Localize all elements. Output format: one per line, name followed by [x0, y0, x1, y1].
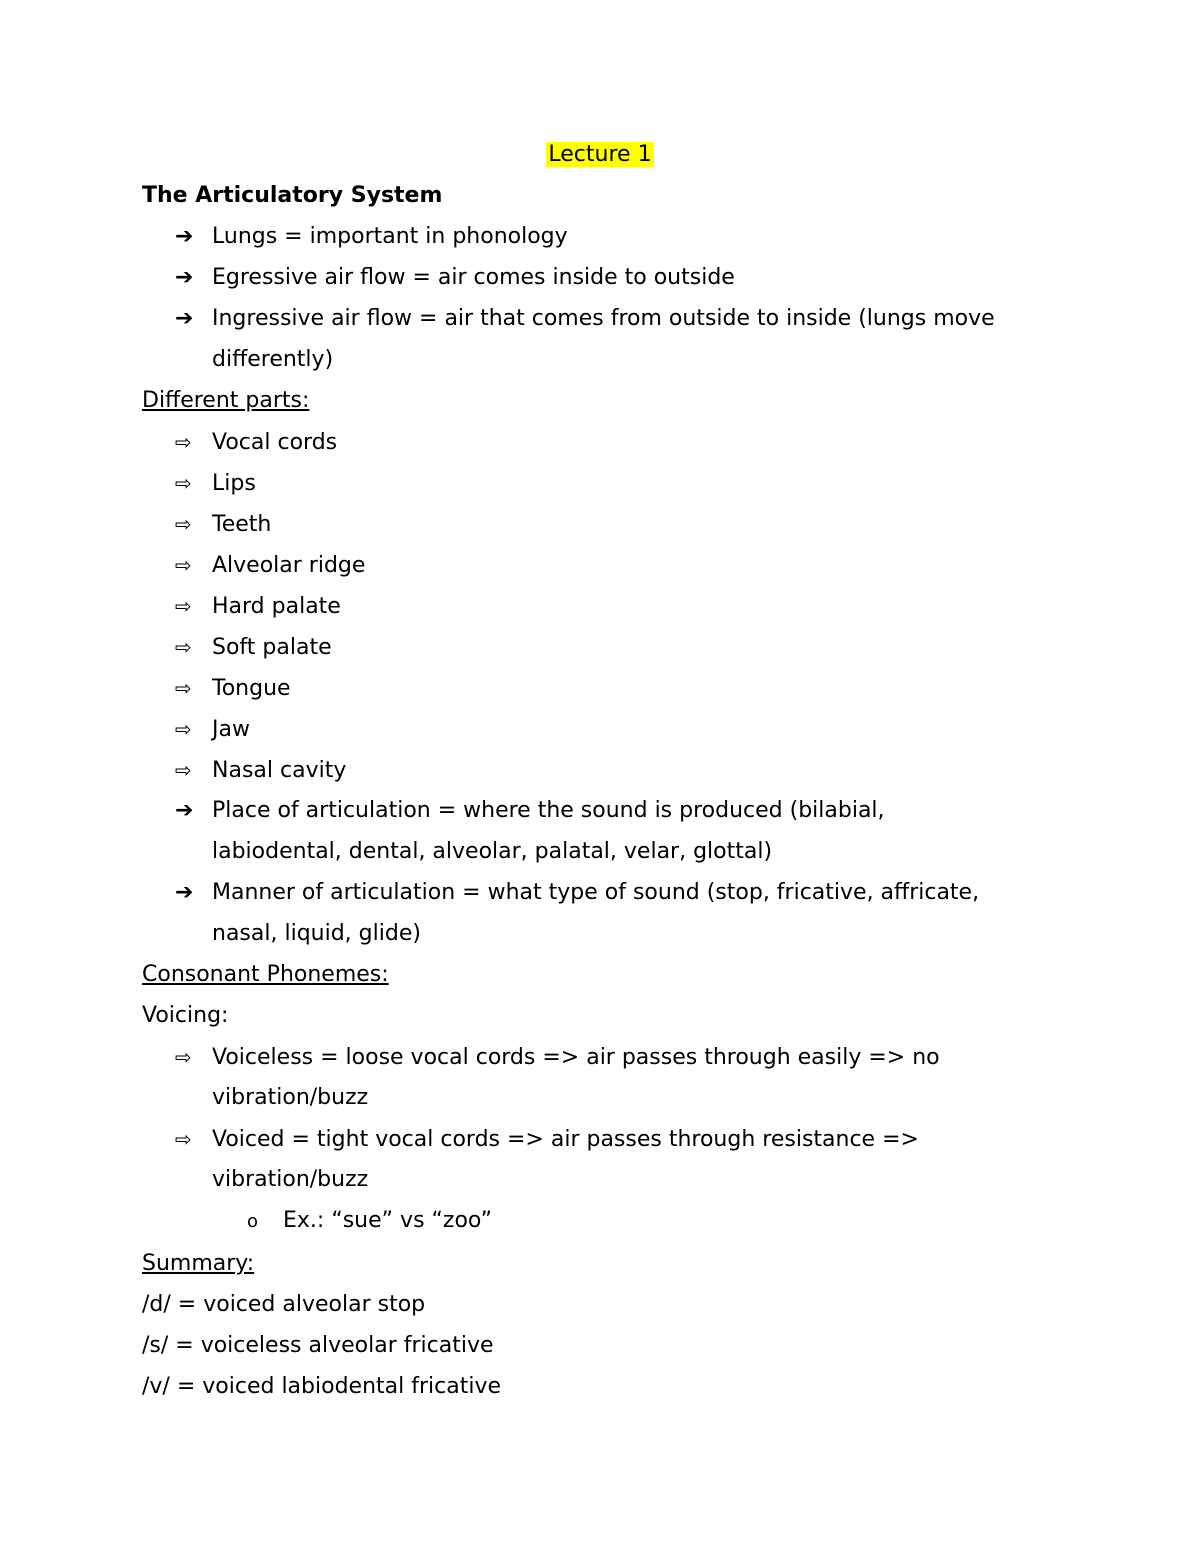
list-item-text: Hard palate — [212, 594, 341, 619]
hollow-arrow-icon: ⇨ — [175, 1127, 192, 1151]
summary-line: /d/ = voiced alveolar stop — [142, 1292, 426, 1317]
list-item-text: Alveolar ridge — [212, 553, 366, 578]
filled-arrow-icon: ➔ — [175, 265, 194, 290]
filled-arrow-icon: ➔ — [175, 880, 194, 905]
section-heading-consonant-phonemes: Consonant Phonemes: — [142, 962, 389, 987]
list-item — [175, 1042, 940, 1073]
circle-bullet-icon: o — [247, 1211, 259, 1232]
hollow-arrow-icon: ⇨ — [175, 471, 192, 495]
filled-arrow-icon: ➔ — [175, 306, 194, 331]
list-item — [175, 468, 256, 499]
list-item — [175, 222, 568, 252]
list-item — [175, 673, 291, 704]
list-item — [175, 632, 332, 663]
hollow-arrow-icon: ⇨ — [175, 635, 192, 659]
hollow-arrow-icon: ⇨ — [175, 430, 192, 454]
filled-arrow-icon: ➔ — [175, 798, 194, 823]
list-item-text: Vocal cords — [212, 430, 338, 455]
list-item-text: Lips — [212, 471, 256, 496]
list-item-text: Voiced = tight vocal cords => air passes through resistance => — [212, 1127, 919, 1152]
list-item-text: Teeth — [212, 512, 272, 537]
list-item — [175, 509, 271, 540]
list-item-continuation: vibration/buzz — [212, 1085, 369, 1110]
list-item — [175, 878, 979, 908]
list-item-text: Tongue — [212, 676, 291, 701]
sub-list-item-text: Ex.: “sue” vs “zoo” — [283, 1208, 492, 1233]
list-item — [175, 591, 341, 622]
list-item — [175, 550, 365, 581]
hollow-arrow-icon: ⇨ — [175, 717, 192, 741]
list-item-text: Voiceless = loose vocal cords => air passes through easily => no — [212, 1045, 940, 1070]
document-title — [0, 140, 1200, 170]
filled-arrow-icon: ➔ — [175, 224, 194, 249]
list-item-text: Soft palate — [212, 635, 332, 660]
list-item-text: Lungs = important in phonology — [212, 224, 568, 249]
hollow-arrow-icon: ⇨ — [175, 594, 192, 618]
sub-list-item — [247, 1206, 492, 1237]
section-heading-articulatory-system: The Articulatory System — [142, 183, 443, 208]
hollow-arrow-icon: ⇨ — [175, 512, 192, 536]
list-item-text: Place of articulation = where the sound is produced (bilabial, — [212, 798, 885, 823]
hollow-arrow-icon: ⇨ — [175, 1045, 192, 1069]
list-item — [175, 796, 885, 826]
list-item-continuation: nasal, liquid, glide) — [212, 921, 421, 946]
summary-line: /v/ = voiced labiodental fricative — [142, 1374, 502, 1399]
list-item — [175, 714, 250, 745]
list-item-continuation: vibration/buzz — [212, 1167, 369, 1192]
list-item — [175, 755, 346, 786]
list-item-text: Egressive air flow = air comes inside to outside — [212, 265, 735, 290]
list-item-text: Manner of articulation = what type of sound (stop, fricative, affricate, — [212, 880, 980, 905]
list-item-text: Jaw — [212, 717, 250, 742]
list-item — [175, 263, 735, 293]
list-item-continuation: differently) — [212, 347, 334, 372]
section-heading-summary: Summary: — [142, 1251, 255, 1276]
hollow-arrow-icon: ⇨ — [175, 553, 192, 577]
hollow-arrow-icon: ⇨ — [175, 758, 192, 782]
list-item-continuation: labiodental, dental, alveolar, palatal, velar, glottal) — [212, 839, 773, 864]
list-item — [175, 427, 337, 458]
list-item — [175, 304, 995, 334]
voicing-label: Voicing: — [142, 1003, 229, 1028]
hollow-arrow-icon: ⇨ — [175, 676, 192, 700]
summary-line: /s/ = voiceless alveolar fricative — [142, 1333, 494, 1358]
section-heading-different-parts: Different parts: — [142, 388, 310, 413]
list-item-text: Ingressive air flow = air that comes from outside to inside (lungs move — [212, 306, 995, 331]
list-item-text: Nasal cavity — [212, 758, 347, 783]
highlighted-title: Lecture 1 — [548, 142, 652, 167]
list-item — [175, 1124, 919, 1155]
